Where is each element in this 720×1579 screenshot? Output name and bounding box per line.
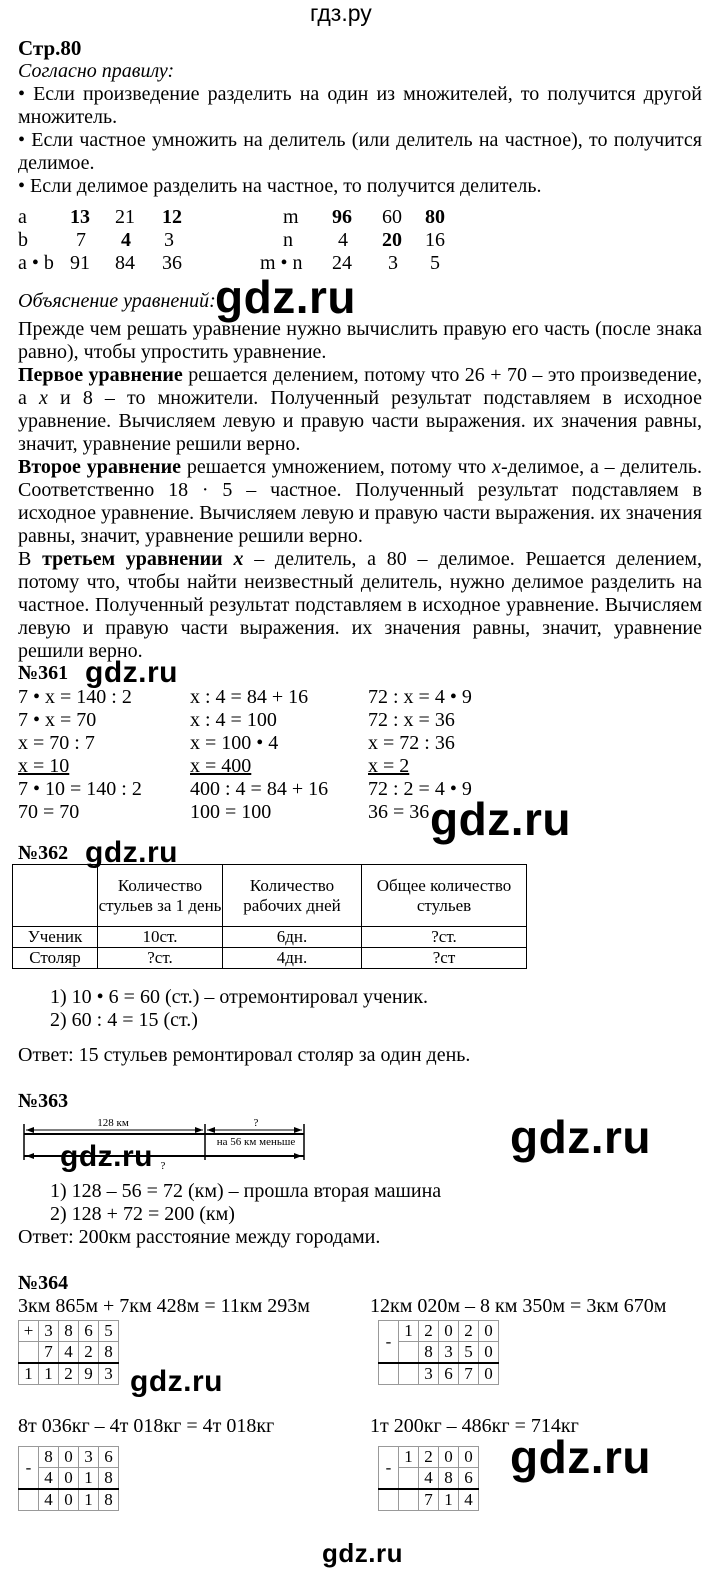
table-cell: ?ст	[362, 948, 527, 969]
digit: 8	[39, 1447, 59, 1468]
eq-line: x : 4 = 100	[190, 709, 277, 731]
digit: 1	[439, 1489, 459, 1511]
rule-3: • Если делимое разделить на частное, то получится делитель.	[18, 175, 542, 197]
column-calc-3	[18, 1446, 119, 1511]
explain-p1: Прежде чем решать уравнение нужно вычислить правую его часть (после знака равно), чтобы упростить уравнение.	[18, 318, 702, 363]
operator-plus: +	[19, 1321, 39, 1342]
digit: 7	[39, 1342, 59, 1364]
seg2-question: ?	[253, 1117, 259, 1129]
column-calc-2	[378, 1320, 499, 1385]
task-363-answer: Ответ: 200км расстояние между городами.	[18, 1226, 381, 1248]
digit: 7	[419, 1489, 439, 1511]
digit: 1	[79, 1489, 99, 1511]
digit: 1	[399, 1447, 419, 1468]
cell: 3	[388, 252, 398, 274]
digit: 6	[79, 1321, 99, 1342]
total-question: ?	[160, 1160, 166, 1172]
cell: 96	[332, 206, 352, 228]
explain-p4-bold: третьем уравнении	[42, 548, 223, 570]
digit: 3	[99, 1363, 119, 1385]
row-label-a: a	[18, 206, 27, 228]
watermark: gdz.ru	[130, 1365, 223, 1398]
page-ref: Стр.80	[18, 36, 82, 60]
digit: 1	[79, 1468, 99, 1490]
digit: 1	[19, 1363, 39, 1385]
arrowhead	[26, 1127, 34, 1133]
cell: 91	[70, 252, 90, 274]
digit: 4	[39, 1468, 59, 1490]
eq-line: 72 : x = 36	[368, 709, 455, 731]
operator-minus: -	[19, 1447, 39, 1490]
digit: 0	[59, 1447, 79, 1468]
digit: 2	[79, 1342, 99, 1364]
digit: 8	[419, 1342, 439, 1364]
watermark: gdz.ru	[510, 1431, 651, 1483]
task-362-step-1: 1) 10 • 6 = 60 (ст.) – отремонтировал ученик.	[50, 986, 429, 1008]
watermark: gdz.ru	[85, 656, 178, 689]
eq-line: x = 72 : 36	[368, 732, 455, 754]
digit: 0	[439, 1321, 459, 1342]
cell: 4	[121, 229, 131, 251]
task-361-title: №361	[18, 662, 69, 684]
eq-line: 100 = 100	[190, 801, 272, 823]
digit: 8	[439, 1468, 459, 1490]
explain-p3: Второе уравнение решается умножением, потому что x-делимое, а – делитель. Соответственно 18 · 5 – частное. Полученный результат подставляем в исходное уравнение. Вычисляем левую и правую части выражения. их значения равны, значит, уравнение решили верно.	[18, 456, 702, 547]
table-cell: 6дн.	[223, 927, 362, 948]
explain-p2-bold: Первое уравнение	[18, 364, 183, 386]
cell: 60	[382, 206, 402, 228]
digit: 2	[59, 1363, 79, 1385]
arrowhead	[207, 1127, 215, 1133]
operator-minus: -	[379, 1321, 399, 1364]
eq-line: 36 = 36	[368, 801, 430, 823]
explain-p3-bold: Второе уравнение	[18, 456, 181, 478]
eq-line-answer: x = 10	[18, 755, 70, 777]
operator-minus: -	[379, 1447, 399, 1490]
eq-line: 400 : 4 = 84 + 16	[190, 778, 329, 800]
table-cell: Столяр	[13, 948, 98, 969]
explain-p2: Первое уравнение решается делением, потому что 26 + 70 – это произведение, а x и 8 – то множители. Полученный результат подставляем в исходное уравнение. Вычисляем левую и правую части выражения. их значения равны, значит, уравнение решили верно.	[18, 364, 702, 455]
digit: 1	[399, 1321, 419, 1342]
eq-line: 72 : 2 = 4 • 9	[368, 778, 472, 800]
eq-line: 7 • x = 140 : 2	[18, 686, 132, 708]
column-calc-1	[18, 1320, 119, 1385]
digit: 3	[79, 1447, 99, 1468]
eq-line: x = 100 • 4	[190, 732, 279, 754]
watermark: gdz.ru	[215, 271, 356, 323]
digit: 6	[459, 1468, 479, 1490]
row-label-m: m	[283, 206, 299, 228]
table-row	[13, 927, 527, 948]
cell: 3	[164, 229, 174, 251]
explain-title: Объяснение уравнений:	[18, 290, 216, 312]
task-364-eq-2: 12км 020м – 8 км 350м = 3км 670м	[370, 1295, 667, 1317]
table-cell: Ученик	[13, 927, 98, 948]
cell: 24	[332, 252, 352, 274]
task-364-title: №364	[18, 1272, 69, 1294]
rule-2: • Если частное умножить на делитель (или делитель на частное), то получится делимое.	[18, 129, 702, 174]
digit: 4	[39, 1489, 59, 1511]
task-364-eq-1: 3км 865м + 7км 428м = 11км 293м	[18, 1295, 310, 1317]
digit: 4	[59, 1342, 79, 1364]
table-cell: ?ст.	[98, 948, 223, 969]
cell: 13	[70, 206, 90, 228]
digit: 0	[459, 1447, 479, 1468]
arrowhead	[294, 1153, 302, 1159]
digit: 9	[79, 1363, 99, 1385]
digit: 5	[99, 1321, 119, 1342]
watermark: gdz.ru	[322, 1538, 403, 1568]
table-header-cell: Количество рабочих дней	[223, 865, 362, 927]
task-363-step-1: 1) 128 – 56 = 72 (км) – прошла вторая машина	[50, 1180, 442, 1202]
task-364-eq-4: 1т 200кг – 486кг = 714кг	[370, 1415, 579, 1437]
table-row	[13, 948, 527, 969]
digit: 4	[419, 1468, 439, 1490]
seg2-label: на 56 км меньше	[216, 1136, 296, 1148]
digit: 7	[459, 1363, 479, 1385]
rule-1: • Если произведение разделить на один из множителей, то получится другой множитель.	[18, 83, 702, 128]
cell: 5	[430, 252, 440, 274]
digit: 2	[419, 1321, 439, 1342]
digit: 0	[439, 1447, 459, 1468]
cell: 7	[76, 229, 86, 251]
explain-p4: В третьем уравнении x – делитель, а 80 – делимое. Решается делением, потому что, чтобы найти неизвестный делитель, нужно делимое разделить на частное. Полученный результат подставляем в исходное уравнение. Вычисляем левую и правую части выражения. их значения равны, значит, уравнение решили верно.	[18, 548, 703, 662]
digit: 8	[99, 1342, 119, 1364]
watermark: gdz.ru	[510, 1111, 651, 1163]
task-362-answer: Ответ: 15 стульев ремонтировал столяр за один день.	[18, 1044, 471, 1066]
digit: 2	[459, 1321, 479, 1342]
cell: 16	[425, 229, 445, 251]
table-cell: 4дн.	[223, 948, 362, 969]
digit: 0	[59, 1489, 79, 1511]
digit: 4	[459, 1489, 479, 1511]
digit: 5	[459, 1342, 479, 1364]
eq-line-answer: x = 2	[368, 755, 410, 777]
digit: 8	[59, 1321, 79, 1342]
table-header-cell: Количество стульев за 1 день	[98, 865, 223, 927]
cell: 36	[162, 252, 182, 274]
arrowhead	[195, 1127, 203, 1133]
task-362-title: №362	[18, 842, 69, 864]
digit: 0	[479, 1321, 499, 1342]
digit: 3	[439, 1342, 459, 1364]
arrowhead	[294, 1127, 302, 1133]
row-label-mn: m • n	[260, 252, 303, 274]
digit: 1	[39, 1363, 59, 1385]
task-362-step-2: 2) 60 : 4 = 15 (ст.)	[50, 1009, 198, 1031]
cell: 21	[115, 206, 135, 228]
cell: 12	[162, 206, 182, 228]
row-label-n: n	[283, 229, 293, 251]
eq-line: x : 4 = 84 + 16	[190, 686, 309, 708]
digit: 8	[99, 1489, 119, 1511]
cell: 80	[425, 206, 445, 228]
row-label-ab: a • b	[18, 252, 54, 274]
rule-intro: Согласно правилу:	[18, 60, 175, 82]
watermark: gdz.ru	[430, 793, 571, 845]
task-364-eq-3: 8т 036кг – 4т 018кг = 4т 018кг	[18, 1415, 275, 1437]
task-362-table	[12, 864, 527, 969]
digit: 8	[99, 1468, 119, 1490]
table-header-cell: Общее количество стульев	[362, 865, 527, 927]
eq-line: 7 • x = 70	[18, 709, 97, 731]
cell: 20	[382, 229, 402, 251]
table-cell: ?ст.	[362, 927, 527, 948]
digit: 0	[479, 1363, 499, 1385]
digit: 0	[479, 1342, 499, 1364]
arrowhead	[26, 1153, 34, 1159]
digit: 2	[419, 1447, 439, 1468]
watermark: gdz.ru	[85, 836, 178, 869]
digit: 6	[99, 1447, 119, 1468]
table-cell: 10ст.	[98, 927, 223, 948]
eq-line: x = 70 : 7	[18, 732, 95, 754]
digit: 6	[439, 1363, 459, 1385]
watermark: gdz.ru	[60, 1140, 153, 1173]
eq-line: 72 : x = 4 • 9	[368, 686, 472, 708]
cell: 4	[338, 229, 348, 251]
cell: 84	[115, 252, 135, 274]
row-label-b: b	[18, 229, 28, 251]
task-363-title: №363	[18, 1090, 69, 1112]
digit: 3	[39, 1321, 59, 1342]
eq-line-answer: x = 400	[190, 755, 252, 777]
eq-line: 70 = 70	[18, 801, 80, 823]
seg1-label: 128 км	[97, 1117, 129, 1129]
column-calc-4	[378, 1446, 479, 1511]
eq-line: 7 • 10 = 140 : 2	[18, 778, 142, 800]
task-363-step-2: 2) 128 + 72 = 200 (км)	[50, 1203, 235, 1225]
site-header: гдз.ру	[310, 0, 372, 26]
table-header-cell	[13, 865, 98, 927]
digit: 3	[419, 1363, 439, 1385]
digit: 0	[59, 1468, 79, 1490]
